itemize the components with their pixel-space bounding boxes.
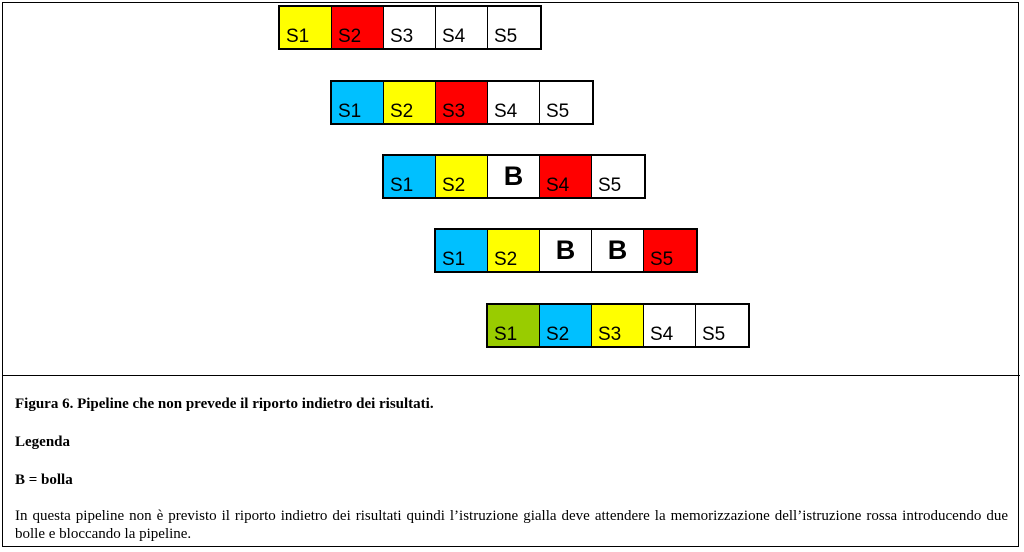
stage-label: S1 bbox=[338, 101, 362, 122]
stage-label: S5 bbox=[546, 101, 570, 122]
stage-label: S4 bbox=[546, 175, 570, 196]
stage-label: S3 bbox=[390, 26, 414, 47]
stage-cell bbox=[644, 230, 696, 271]
caption-text: In questa pipeline non è previsto il riporto indietro dei risultati quindi l’istruzione gialla deve attendere la memorizzazione dell’istruzione rossa introducendo due bolle e bloccando la pipeline. bbox=[15, 508, 1008, 542]
pipeline-row-2 bbox=[330, 80, 594, 125]
bubble-cell bbox=[488, 156, 540, 197]
pipeline-row-3 bbox=[382, 154, 646, 199]
bubble-label: B bbox=[607, 235, 628, 265]
stage-cell bbox=[332, 7, 384, 48]
stage-cell bbox=[592, 305, 644, 346]
figure-caption bbox=[15, 395, 1008, 543]
pipeline-diagram bbox=[3, 3, 1020, 375]
stage-label: S2 bbox=[494, 249, 518, 270]
stage-label: S2 bbox=[390, 101, 414, 122]
stage-cell bbox=[488, 82, 540, 123]
pipeline-row-1 bbox=[278, 5, 542, 50]
stage-label: S5 bbox=[702, 324, 726, 345]
stage-cell bbox=[384, 7, 436, 48]
pipeline-row-4 bbox=[434, 228, 698, 273]
stage-cell bbox=[436, 156, 488, 197]
stage-label: S2 bbox=[546, 324, 570, 345]
stage-cell bbox=[332, 82, 384, 123]
stage-label: S4 bbox=[494, 101, 518, 122]
stage-cell bbox=[540, 305, 592, 346]
stage-label: S5 bbox=[598, 175, 622, 196]
stage-cell bbox=[280, 7, 332, 48]
stage-label: S1 bbox=[494, 324, 518, 345]
stage-cell bbox=[436, 7, 488, 48]
bubble-label: B bbox=[555, 235, 576, 265]
stage-label: S5 bbox=[650, 249, 674, 270]
stage-label: S1 bbox=[442, 249, 466, 270]
stage-cell bbox=[436, 82, 488, 123]
legend-heading: Legenda bbox=[15, 434, 71, 450]
stage-cell bbox=[384, 82, 436, 123]
stage-cell bbox=[488, 7, 540, 48]
legend-item: B = bolla bbox=[15, 472, 73, 488]
stage-cell bbox=[592, 156, 644, 197]
stage-label: S4 bbox=[442, 26, 466, 47]
stage-label: S3 bbox=[442, 101, 466, 122]
stage-label: S1 bbox=[286, 26, 310, 47]
stage-label: S1 bbox=[390, 175, 414, 196]
bubble-cell bbox=[592, 230, 644, 271]
stage-cell bbox=[384, 156, 436, 197]
caption-title: Figura 6. Pipeline che non prevede il riporto indietro dei risultati. bbox=[15, 396, 434, 412]
stage-cell bbox=[540, 156, 592, 197]
bubble-label: B bbox=[503, 161, 524, 191]
stage-cell bbox=[488, 230, 540, 271]
stage-cell bbox=[644, 305, 696, 346]
stage-label: S4 bbox=[650, 324, 674, 345]
pipeline-row-5 bbox=[486, 303, 750, 348]
figure-frame bbox=[2, 2, 1019, 547]
stage-label: S2 bbox=[442, 175, 466, 196]
stage-label: S2 bbox=[338, 26, 362, 47]
stage-label: S3 bbox=[598, 324, 622, 345]
stage-cell bbox=[540, 82, 592, 123]
caption-divider bbox=[3, 375, 1020, 376]
stage-cell bbox=[696, 305, 748, 346]
stage-label: S5 bbox=[494, 26, 518, 47]
stage-cell bbox=[436, 230, 488, 271]
stage-cell bbox=[488, 305, 540, 346]
bubble-cell bbox=[540, 230, 592, 271]
